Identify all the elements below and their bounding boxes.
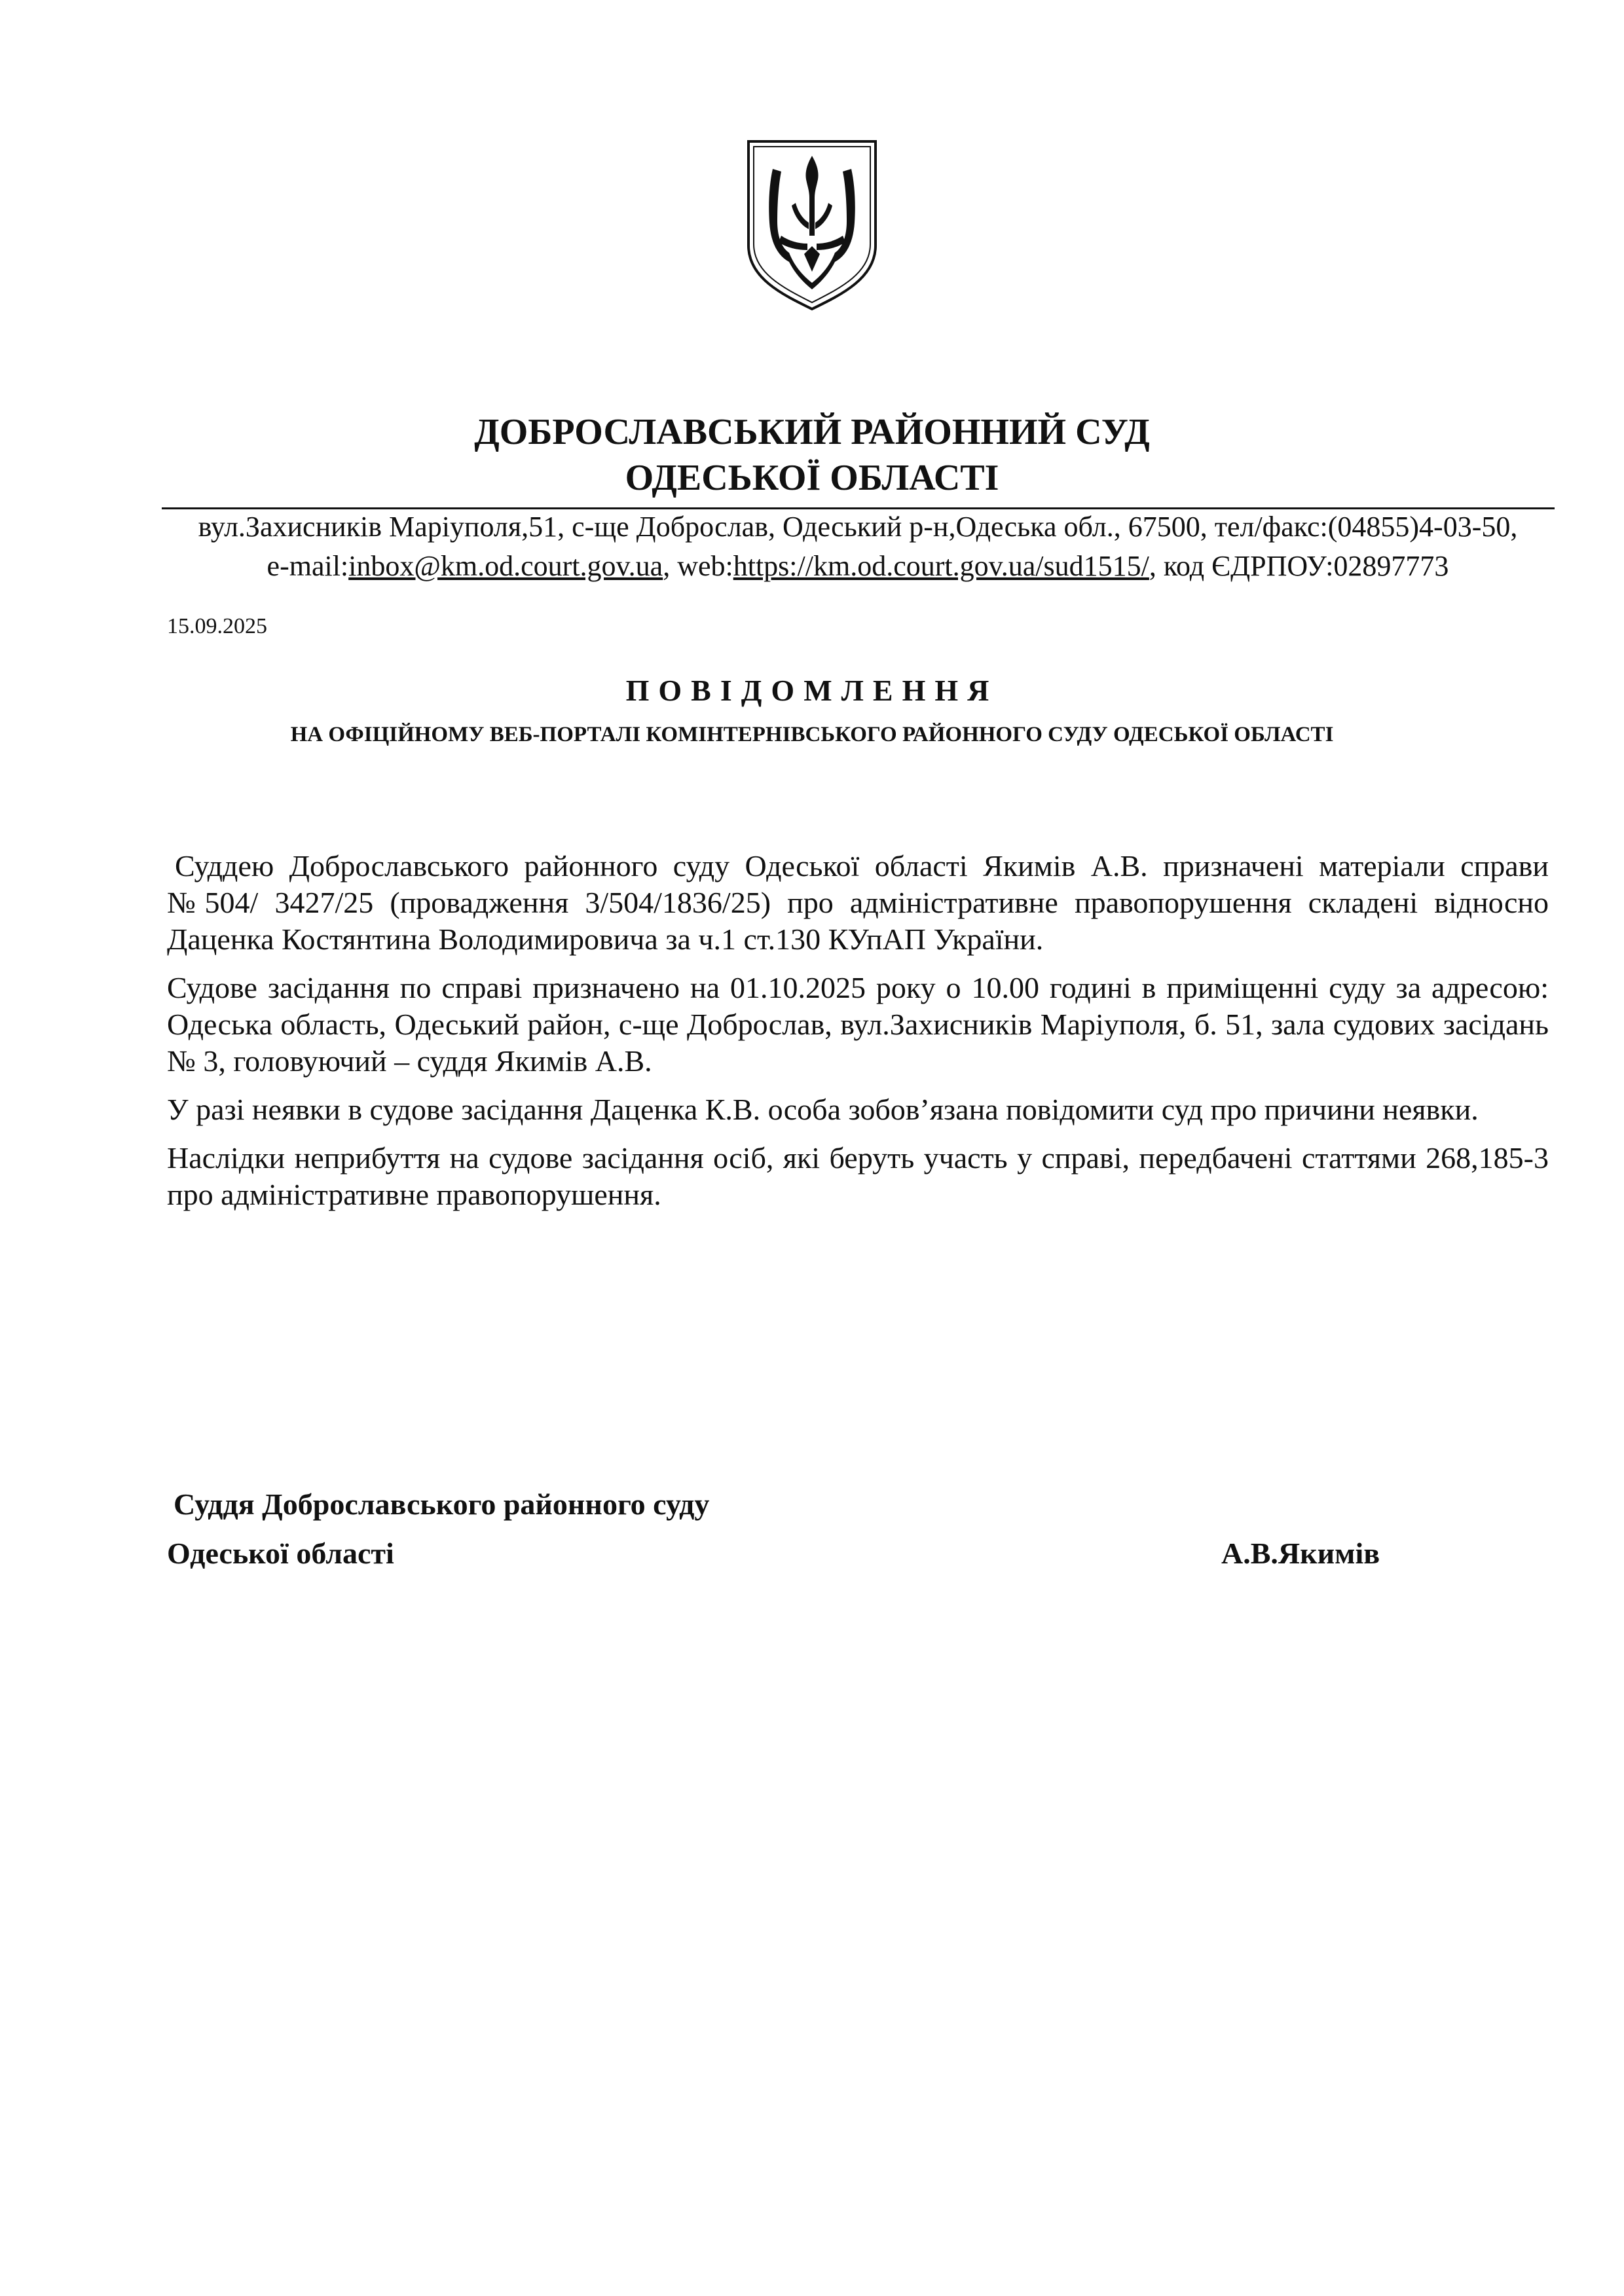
body-paragraph-2: Судове засідання по справі призначено на 01.10.2025 року о 10.00 годині в приміщенні суду за адресою: Одеська область, Одеський район, с-ще Доброслав, вул.Захисників Маріуполя, б. 51, зала судових засідань № 3, головуючий – суддя Якимів А.В. [167, 971, 1549, 1078]
notice-title: ПОВІДОМЛЕННЯ [625, 674, 999, 707]
email-label: e-mail: [267, 550, 349, 582]
signature-title-line1: Суддя Доброславського районного суду [174, 1487, 710, 1521]
court-address: вул.Захисників Маріуполя,51, с-ще Доброслав, Одеський р-н,Одеська обл., 67500, тел/факс:(04855)4-03-50, [198, 511, 1518, 543]
signature-title-line2: Одеської області [167, 1537, 394, 1570]
court-name-line1: ДОБРОСЛАВСЬКИЙ РАЙОННИЙ СУД [474, 412, 1150, 452]
body-paragraph-3: У разі неявки в судове засідання Даценка К.В. особа зобов’язана повідомити суд про причини неявки. [167, 1093, 1479, 1126]
notice-subtitle: НА ОФІЦІЙНОМУ ВЕБ-ПОРТАЛІ КОМІНТЕРНІВСЬКОГО РАЙОННОГО СУДУ ОДЕСЬКОЇ ОБЛАСТІ [290, 723, 1334, 746]
notice-body [167, 848, 1549, 1225]
web-label: , web: [663, 550, 733, 582]
court-contacts [157, 547, 1559, 586]
edrpou-code: , код ЄДРПОУ:02897773 [1149, 550, 1449, 582]
court-name-line2: ОДЕСЬКОЇ ОБЛАСТІ [625, 458, 999, 498]
email-link[interactable]: inbox@km.od.court.gov.ua [348, 550, 663, 582]
signature-name: А.В.Якимів [1221, 1537, 1380, 1570]
website-link[interactable]: https://km.od.court.gov.ua/sud1515/ [733, 550, 1149, 582]
body-paragraph-4: Наслідки неприбуття на судове засідання осіб, які беруть участь у справі, передбачені статтями 268,185-3 про адміністративне правопорушення. [167, 1141, 1549, 1211]
body-paragraph-1: Суддею Доброславського районного суду Одеської області Якимів А.В. призначені матеріали справи №504/ 3427/25 (провадження 3/504/1836/25) про адміністративне правопорушення складені відносно Даценка Костянтина Володимировича за ч.1 ст.130 КУпАП України. [167, 849, 1549, 956]
document-date: 15.09.2025 [167, 614, 267, 638]
trident-coat-of-arms-icon [743, 137, 881, 311]
